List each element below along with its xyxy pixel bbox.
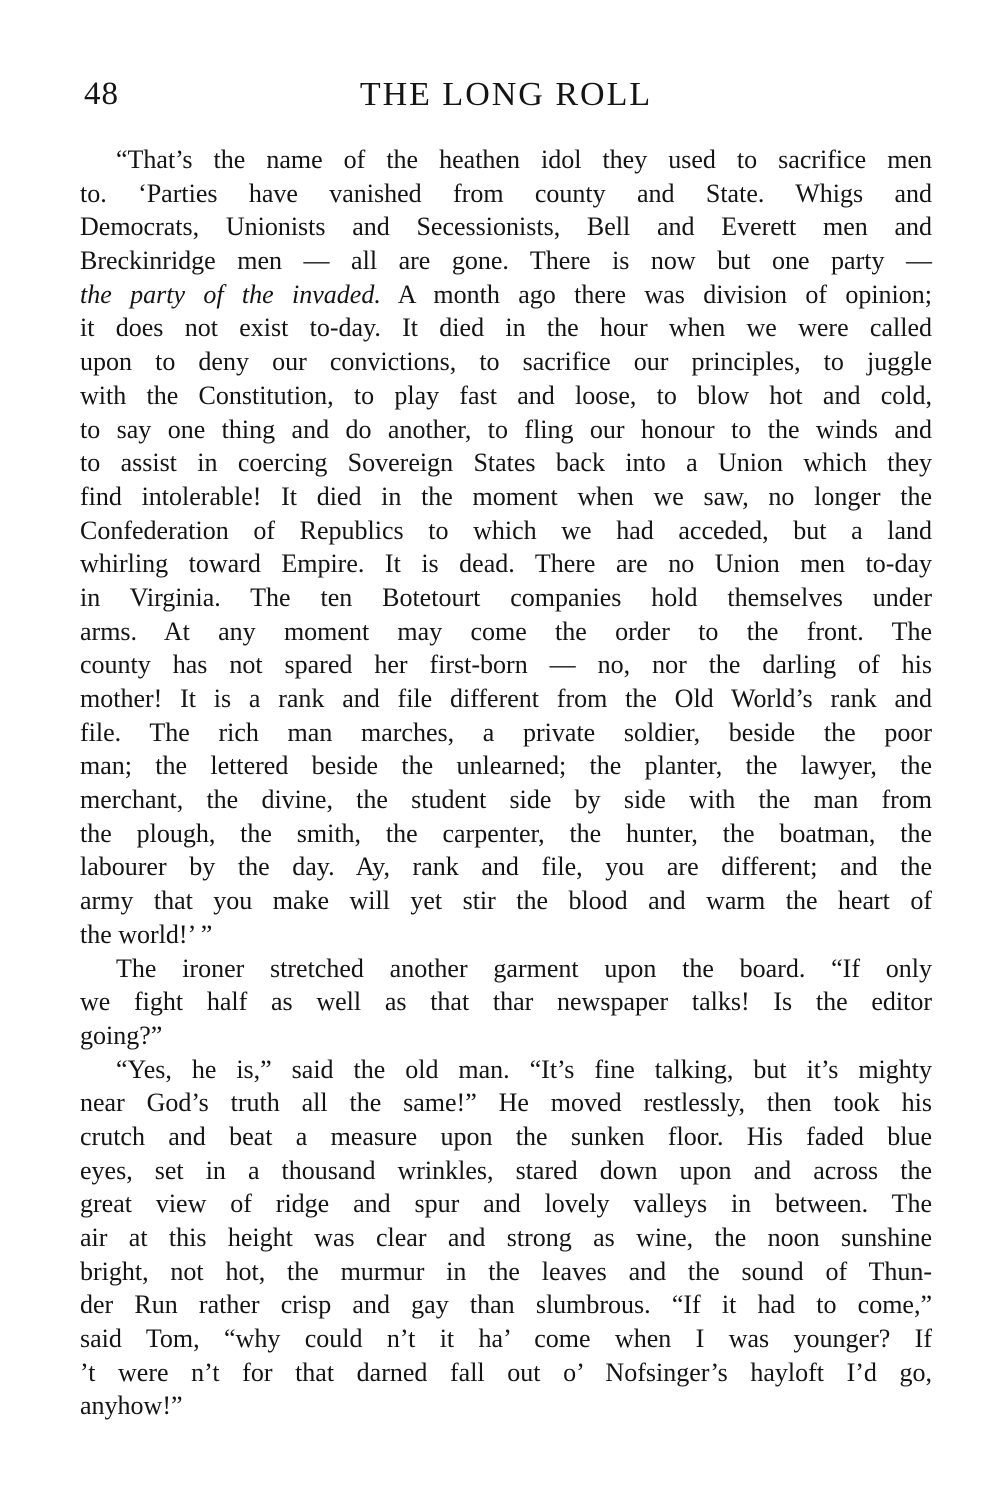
text-line: man; the lettered beside the unlearned; the planter, the lawyer, the <box>80 751 932 781</box>
text-line: army that you make will yet stir the blood and warm the heart of <box>80 886 932 916</box>
text-line: near God’s truth all the same!” He moved restlessly, then took his <box>80 1088 932 1118</box>
text-line: it does not exist to-day. It died in the hour when we were called <box>80 313 932 343</box>
text-line: in Virginia. The ten Botetourt companies hold themselves under <box>80 582 932 612</box>
text-line: “That’s the name of the heathen idol they used to sacrifice men <box>116 145 932 174</box>
text-line: The ironer stretched another garment upon the board. “If only <box>116 953 932 983</box>
text-line: the plough, the smith, the carpenter, the hunter, the boatman, the <box>80 818 932 848</box>
italic-phrase: the party of the invaded. <box>80 279 381 309</box>
text-line: arms. At any moment may come the order to the front. The <box>80 616 932 646</box>
text-line: going?” <box>80 1020 163 1050</box>
text-line: der Run rather crisp and gay than slumbrous. “If it had to come,” <box>80 1290 932 1320</box>
text-line: air at this height was clear and strong as wine, the noon sunshine <box>80 1223 932 1252</box>
text-line: bright, not hot, the murmur in the leaves and the sound of Thun- <box>80 1256 932 1286</box>
text-line: to say one thing and do another, to fling our honour to the winds and <box>80 414 932 444</box>
text-line <box>80 278 932 312</box>
book-page <box>80 0 932 1485</box>
text-line: Breckinridge men — all are gone. There is now but one party — <box>80 246 932 276</box>
text-line: Confederation of Republics to which we had acceded, but a land <box>80 515 932 545</box>
text-line: said Tom, “why could n’t it ha’ come when I was younger? If <box>80 1324 932 1354</box>
text-line: eyes, set in a thousand wrinkles, stared down upon and across the <box>80 1155 932 1185</box>
text-line: the world!’ ” <box>80 919 213 949</box>
text-line: Democrats, Unionists and Secessionists, Bell and Everett men and <box>80 212 932 242</box>
body-text <box>80 143 932 1423</box>
text-line: merchant, the divine, the student side by side with the man from <box>80 785 932 815</box>
running-title: THE LONG ROLL <box>359 76 653 113</box>
text-line: labourer by the day. Ay, rank and file, you are different; and the <box>80 852 932 882</box>
text-line: “Yes, he is,” said the old man. “It’s fine talking, but it’s mighty <box>116 1054 932 1084</box>
text-line: we fight half as well as that thar newspaper talks! Is the editor <box>80 987 932 1017</box>
text-line: with the Constitution, to play fast and loose, to blow hot and cold, <box>80 380 932 410</box>
text-line: find intolerable! It died in the moment when we saw, no longer the <box>80 481 932 511</box>
text-line-rest: A month ago there was division of opinion; <box>380 279 932 309</box>
text-line: to. ‘Parties have vanished from county and State. Whigs and <box>80 178 932 208</box>
text-line: county has not spared her first-born — no, nor the darling of his <box>80 650 932 680</box>
page-number: 48 <box>84 76 119 112</box>
text-line: to assist in coercing Sovereign States back into a Union which they <box>80 448 932 478</box>
text-line: great view of ridge and spur and lovely valleys in between. The <box>80 1189 932 1219</box>
text-line: crutch and beat a measure upon the sunken floor. His faded blue <box>80 1121 932 1151</box>
text-line: ’t were n’t for that darned fall out o’ Nofsinger’s hayloft I’d go, <box>80 1357 932 1387</box>
page-header <box>80 76 932 122</box>
text-line: whirling toward Empire. It is dead. There are no Union men to-day <box>80 549 932 579</box>
text-line: file. The rich man marches, a private soldier, beside the poor <box>80 717 932 747</box>
text-line: upon to deny our convictions, to sacrifice our principles, to juggle <box>80 347 932 377</box>
text-line: anyhow!” <box>80 1391 183 1421</box>
text-line: mother! It is a rank and file different from the Old World’s rank and <box>80 684 932 713</box>
